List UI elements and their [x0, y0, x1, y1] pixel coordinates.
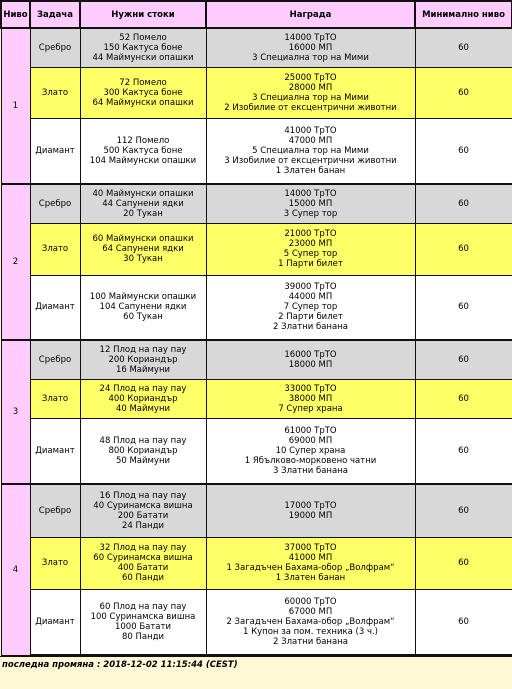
min-level-cell: 60	[415, 537, 512, 589]
task-cell: Злато	[30, 223, 80, 275]
reward-item: 37000 ТрТО	[284, 543, 337, 553]
stock-item: 100 Суринамска вишна	[90, 611, 196, 622]
header-row	[1, 1, 512, 28]
task-cell: Злато	[30, 67, 80, 118]
reward-cell	[206, 418, 415, 484]
stock-cell	[80, 275, 206, 340]
reward-cell	[206, 275, 415, 340]
reward-cell	[206, 184, 415, 223]
reward-item: 1 Ябълково-морковено чатни	[244, 455, 377, 466]
stock-item: 16 Маймуни	[115, 364, 171, 375]
reward-item: 69000 МП	[288, 435, 333, 446]
reward-item: 2 Златни банана	[273, 322, 348, 333]
table-row	[1, 418, 512, 484]
stock-item: 60 Маймунски опашки	[92, 234, 194, 244]
reward-cell	[206, 379, 415, 418]
reward-item: 3 Златни банана	[273, 465, 348, 476]
header-level: Ниво	[1, 1, 30, 28]
reward-cell	[206, 340, 415, 379]
stock-cell	[80, 418, 206, 484]
reward-item: 2 Изобилие от ексцентрични животни	[224, 102, 397, 113]
stock-item: 40 Маймунски опашки	[92, 188, 194, 199]
stock-item: 24 Плод на пау пау	[99, 383, 187, 394]
min-level-cell: 60	[415, 340, 512, 379]
task-cell: Диамант	[30, 118, 80, 184]
last-modified: последна промяна : 2018-12-02 11:15:44 (CEST)	[0, 656, 512, 673]
stock-item: 72 Помело	[119, 77, 167, 88]
reward-item: 5 Супер тор	[283, 249, 338, 259]
table-row	[1, 184, 512, 223]
min-level-cell: 60	[415, 223, 512, 275]
reward-cell	[206, 28, 415, 67]
task-cell: Сребро	[30, 28, 80, 67]
stock-item: 60 Плод на пау пау	[99, 601, 187, 612]
stock-item: 104 Сапунени ядки	[99, 302, 187, 313]
min-level-cell: 60	[415, 118, 512, 184]
stock-cell	[80, 184, 206, 223]
header-stock: Нужни стоки	[80, 1, 206, 28]
level-cell: 1	[1, 28, 30, 184]
reward-item: 16000 МП	[288, 42, 333, 53]
reward-item: 14000 ТрТО	[284, 32, 337, 43]
reward-item: 28000 МП	[288, 82, 333, 93]
reward-item: 2 Парти билет	[278, 312, 343, 323]
stock-item: 800 Кориандър	[108, 445, 178, 456]
table-row	[1, 223, 512, 275]
table-row	[1, 589, 512, 655]
stock-item: 300 Кактуса боне	[103, 87, 183, 98]
reward-item: 3 Изобилие от ексцентрични животни	[224, 155, 397, 166]
task-cell: Сребро	[30, 484, 80, 537]
stock-item: 40 Маймуни	[115, 403, 171, 414]
stock-item: 24 Панди	[121, 520, 165, 531]
reward-item: 1 Парти билет	[278, 259, 343, 269]
stock-item: 500 Кактуса боне	[103, 145, 183, 156]
level-cell: 2	[1, 184, 30, 340]
reward-item: 25000 ТрТО	[284, 72, 337, 83]
reward-item: 39000 ТрТО	[284, 282, 337, 293]
task-cell: Сребро	[30, 184, 80, 223]
reward-item: 41000 МП	[288, 553, 333, 563]
table-row	[1, 537, 512, 589]
reward-item: 2 Загадъчен Бахама-обор „Волфрам“	[226, 616, 395, 627]
table-row	[1, 28, 512, 67]
table-row	[1, 275, 512, 340]
reward-item: 19000 МП	[288, 510, 333, 521]
header-min-level: Минимално ниво	[415, 1, 512, 28]
table-row	[1, 340, 512, 379]
header-task: Задача	[30, 1, 80, 28]
table-row	[1, 118, 512, 184]
min-level-cell: 60	[415, 28, 512, 67]
reward-item: 10 Супер храна	[275, 445, 346, 456]
stock-item: 200 Батати	[117, 510, 169, 521]
reward-item: 41000 ТрТО	[284, 125, 337, 136]
stock-item: 16 Плод на пау пау	[99, 490, 187, 501]
reward-item: 17000 ТрТО	[284, 500, 337, 511]
reward-cell	[206, 223, 415, 275]
table-row	[1, 67, 512, 118]
stock-cell	[80, 67, 206, 118]
reward-item: 1 Загадъчен Бахама-обор „Волфрам“	[226, 563, 395, 573]
reward-item: 7 Супер тор	[283, 302, 338, 313]
reward-item: 14000 ТрТО	[284, 188, 337, 199]
min-level-cell: 60	[415, 379, 512, 418]
reward-item: 23000 МП	[288, 239, 333, 249]
reward-item: 1 Купон за пом. техника (3 ч.)	[243, 626, 378, 637]
task-cell: Злато	[30, 537, 80, 589]
stock-cell	[80, 484, 206, 537]
stock-item: 64 Сапунени ядки	[102, 244, 184, 254]
stock-item: 60 Панди	[121, 573, 165, 583]
stock-cell	[80, 537, 206, 589]
task-cell: Злато	[30, 379, 80, 418]
table-row	[1, 379, 512, 418]
stock-item: 30 Тукан	[123, 254, 163, 264]
reward-item: 15000 МП	[288, 198, 333, 209]
stock-cell	[80, 589, 206, 655]
stock-item: 20 Тукан	[123, 208, 163, 219]
reward-item: 18000 МП	[288, 359, 333, 370]
stock-cell	[80, 379, 206, 418]
task-cell: Диамант	[30, 589, 80, 655]
reward-item: 2 Златни банана	[273, 636, 348, 647]
stock-item: 48 Плод на пау пау	[99, 435, 187, 446]
stock-cell	[80, 340, 206, 379]
min-level-cell: 60	[415, 275, 512, 340]
reward-item: 3 Специална тор на Мими	[252, 52, 369, 63]
task-cell: Диамант	[30, 275, 80, 340]
task-cell: Диамант	[30, 418, 80, 484]
table-body	[1, 28, 512, 655]
reward-item: 33000 ТрТО	[284, 383, 337, 394]
reward-item: 1 Златен банан	[275, 573, 346, 583]
reward-item: 5 Специална тор на Мими	[252, 145, 369, 156]
stock-item: 100 Маймунски опашки	[89, 292, 197, 303]
stock-item: 44 Маймунски опашки	[92, 52, 194, 63]
reward-item: 67000 МП	[288, 606, 333, 617]
min-level-cell: 60	[415, 484, 512, 537]
stock-cell	[80, 118, 206, 184]
stock-item: 60 Суринамска вишна	[93, 553, 193, 563]
reward-cell	[206, 484, 415, 537]
level-cell: 4	[1, 484, 30, 655]
reward-item: 16000 ТрТО	[284, 349, 337, 360]
stock-item: 200 Кориандър	[108, 354, 178, 365]
stock-cell	[80, 28, 206, 67]
reward-item: 1 Златен банан	[275, 165, 346, 176]
stock-item: 12 Плод на пау пау	[99, 344, 187, 355]
min-level-cell: 60	[415, 589, 512, 655]
reward-cell	[206, 537, 415, 589]
reward-item: 61000 ТрТО	[284, 425, 337, 436]
stock-item: 400 Кориандър	[108, 393, 178, 404]
reward-cell	[206, 67, 415, 118]
reward-item: 3 Специална тор на Мими	[252, 92, 369, 103]
stock-item: 52 Помело	[119, 32, 167, 43]
reward-item: 60000 ТрТО	[284, 596, 337, 607]
stock-item: 44 Сапунени ядки	[102, 198, 184, 209]
min-level-cell: 60	[415, 418, 512, 484]
stock-item: 80 Панди	[121, 631, 165, 642]
stock-item: 50 Маймуни	[115, 455, 171, 466]
stock-item: 112 Помело	[116, 135, 170, 146]
stock-cell	[80, 223, 206, 275]
reward-cell	[206, 118, 415, 184]
stock-item: 150 Кактуса боне	[103, 42, 183, 53]
reward-item: 7 Супер храна	[278, 403, 343, 414]
stock-item: 104 Маймунски опашки	[89, 155, 197, 166]
reward-item: 3 Супер тор	[283, 208, 338, 219]
reward-item: 44000 МП	[288, 292, 333, 303]
header-reward: Награда	[206, 1, 415, 28]
reward-item: 38000 МП	[288, 393, 333, 404]
reward-item: 47000 МП	[288, 135, 333, 146]
table-row	[1, 484, 512, 537]
stock-item: 32 Плод на пау пау	[99, 543, 187, 553]
reward-cell	[206, 589, 415, 655]
min-level-cell: 60	[415, 67, 512, 118]
task-cell: Сребро	[30, 340, 80, 379]
reward-item: 21000 ТрТО	[284, 229, 337, 239]
min-level-cell: 60	[415, 184, 512, 223]
stock-item: 60 Тукан	[123, 312, 163, 323]
stock-item: 1000 Батати	[114, 621, 171, 632]
stock-item: 40 Суринамска вишна	[93, 500, 193, 511]
stock-item: 400 Батати	[117, 563, 169, 573]
level-cell: 3	[1, 340, 30, 484]
stock-item: 64 Маймунски опашки	[92, 97, 194, 108]
